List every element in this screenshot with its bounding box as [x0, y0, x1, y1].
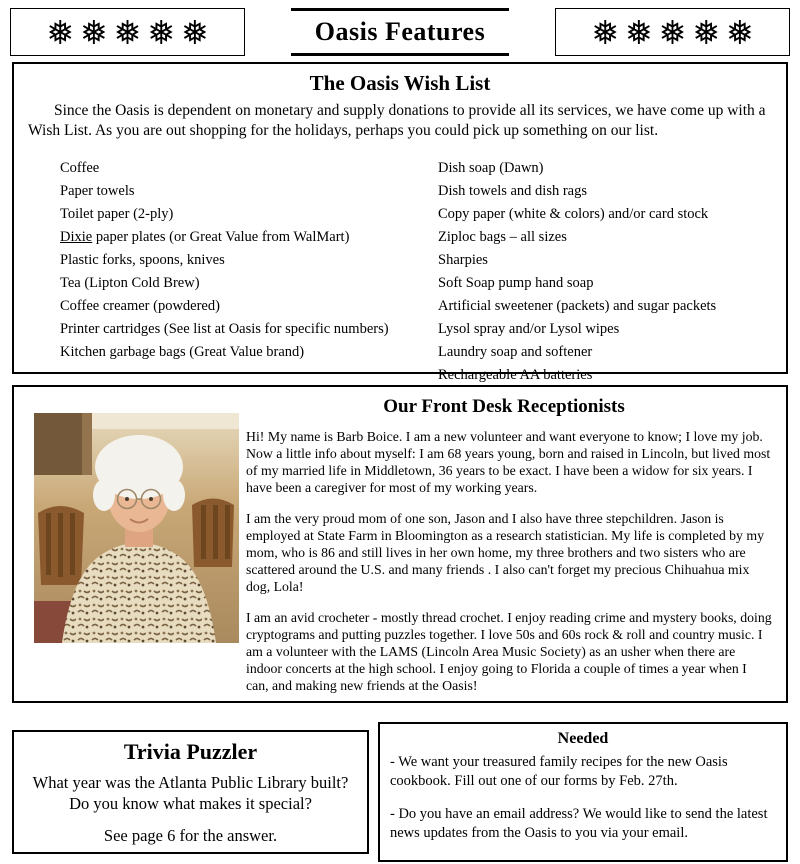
needed-title: Needed — [557, 730, 609, 747]
receptionists-title: Our Front Desk Receptionists — [383, 396, 625, 417]
snowflake-icon: ❅ — [180, 12, 209, 52]
wish-list-right-column — [438, 157, 772, 387]
wish-list-section — [12, 62, 788, 384]
wish-list-item: Tea (Lipton Cold Brew) — [60, 275, 200, 292]
snowflake-icon: ❅ — [113, 12, 142, 52]
wish-list-item: Printer cartridges (See list at Oasis for specific numbers) — [60, 321, 389, 338]
wish-list-item: Coffee creamer (powdered) — [60, 298, 220, 315]
receptionist-bio — [246, 429, 772, 709]
wish-list-item: Artificial sweetener (packets) and sugar packets — [438, 298, 717, 315]
wish-list-item: Soft Soap pump hand soap — [438, 275, 594, 292]
snowflake-icon: ❅ — [658, 12, 687, 52]
wish-list-columns — [28, 157, 772, 387]
trivia-title: Trivia Puzzler — [123, 739, 258, 764]
wish-list-title: The Oasis Wish List — [309, 71, 491, 95]
wish-list-item: Coffee — [60, 160, 100, 177]
wish-list-item: Paper towels — [60, 183, 135, 200]
barb-boice-photo-illustration — [34, 413, 239, 643]
needed-section — [378, 722, 788, 862]
needed-items — [390, 753, 776, 842]
snowflake-icon: ❅ — [591, 12, 620, 52]
wish-list-item: Toilet paper (2-ply) — [60, 206, 174, 223]
wish-list-item: Copy paper (white & colors) and/or card stock — [438, 206, 709, 223]
wish-list-item: Kitchen garbage bags (Great Value brand) — [60, 344, 305, 361]
needed-paragraph: - Do you have an email address? We would like to send the latest news updates from the Oasis to you via your email. — [390, 806, 768, 841]
snowflake-icon: ❅ — [46, 12, 75, 52]
wish-list-item: Rechargeable AA batteries — [438, 367, 593, 384]
header-band — [10, 8, 790, 56]
receptionist-photo — [34, 413, 239, 643]
wish-list-intro: Since the Oasis is dependent on monetary and supply donations to provide all its services, we have come up with a Wish List. As you are out shopping for the holidays, perhaps you could pick up something on our list. — [28, 102, 766, 140]
trivia-section — [12, 730, 369, 854]
receptionists-section — [12, 385, 788, 703]
wish-list-item: Dish soap (Dawn) — [438, 160, 544, 177]
trivia-question-line2: Do you know what makes it special? — [69, 794, 312, 814]
wish-list-item: Dish towels and dish rags — [438, 183, 588, 200]
snowflake-strip-right — [555, 8, 790, 56]
snowflake-icon: ❅ — [80, 12, 108, 52]
page-title-box — [291, 8, 509, 56]
bio-paragraph: I am the very proud mom of one son, Jason and I also have three stepchildren. Jason is employed at State Farm in Bloomington as a research statistician. My life is completed by my mom, who is 86 and still lives in her own home, my three brothers and two sisters who are scattered around the U.S. and many friends . I also can't forget my precious Chihuahua mix dog, Lola! — [246, 510, 765, 594]
wish-list-item: Lysol spray and/or Lysol wipes — [438, 321, 620, 338]
wish-list-left-column — [28, 157, 438, 387]
snowflake-icon: ❅ — [147, 12, 175, 52]
bio-paragraph: I am an avid crocheter - mostly thread crochet. I enjoy reading crime and mystery books, doing cryptograms and putting puzzles together. I love 50s and 60s rock & roll and country music. I am a volunteer with the LAMS (Lincoln Area Music Society) as an usher when there are indoor concerts at the high school. I enjoy going to Florida a couple of times a year when I can, and making new friends at the Oasis! — [246, 609, 772, 693]
snowflake-icon: ❅ — [625, 12, 653, 52]
wish-list-item: Ziploc bags – all sizes — [438, 229, 567, 246]
snowflake-icon: ❅ — [725, 12, 754, 52]
bio-paragraph: Hi! My name is Barb Boice. I am a new volunteer and want everyone to know; I love my job. Now a little info about myself: I am 68 years young, born and raised in Lincoln, but lived most of my married life in Middletown, 36 years to be exact. I have been a widow for six years. I have been a caregiver for most of my working years. — [246, 429, 771, 495]
wish-list-item: Sharpies — [438, 252, 488, 269]
page-title: Oasis Features — [314, 17, 486, 46]
snowflake-strip-left — [10, 8, 245, 56]
needed-paragraph: - We want your treasured family recipes for the new Oasis cookbook. Fill out one of our forms by Feb. 27th. — [390, 754, 728, 789]
snowflake-icon: ❅ — [692, 12, 720, 52]
wish-list-item: Dixie paper plates (or Great Value from WalMart) — [60, 229, 350, 246]
wish-list-item: Laundry soap and softener — [438, 344, 593, 361]
trivia-answer-pointer: See page 6 for the answer. — [103, 825, 278, 845]
wish-list-item: Plastic forks, spoons, knives — [60, 252, 225, 269]
trivia-question-line1: What year was the Atlanta Public Library built? — [32, 773, 349, 792]
